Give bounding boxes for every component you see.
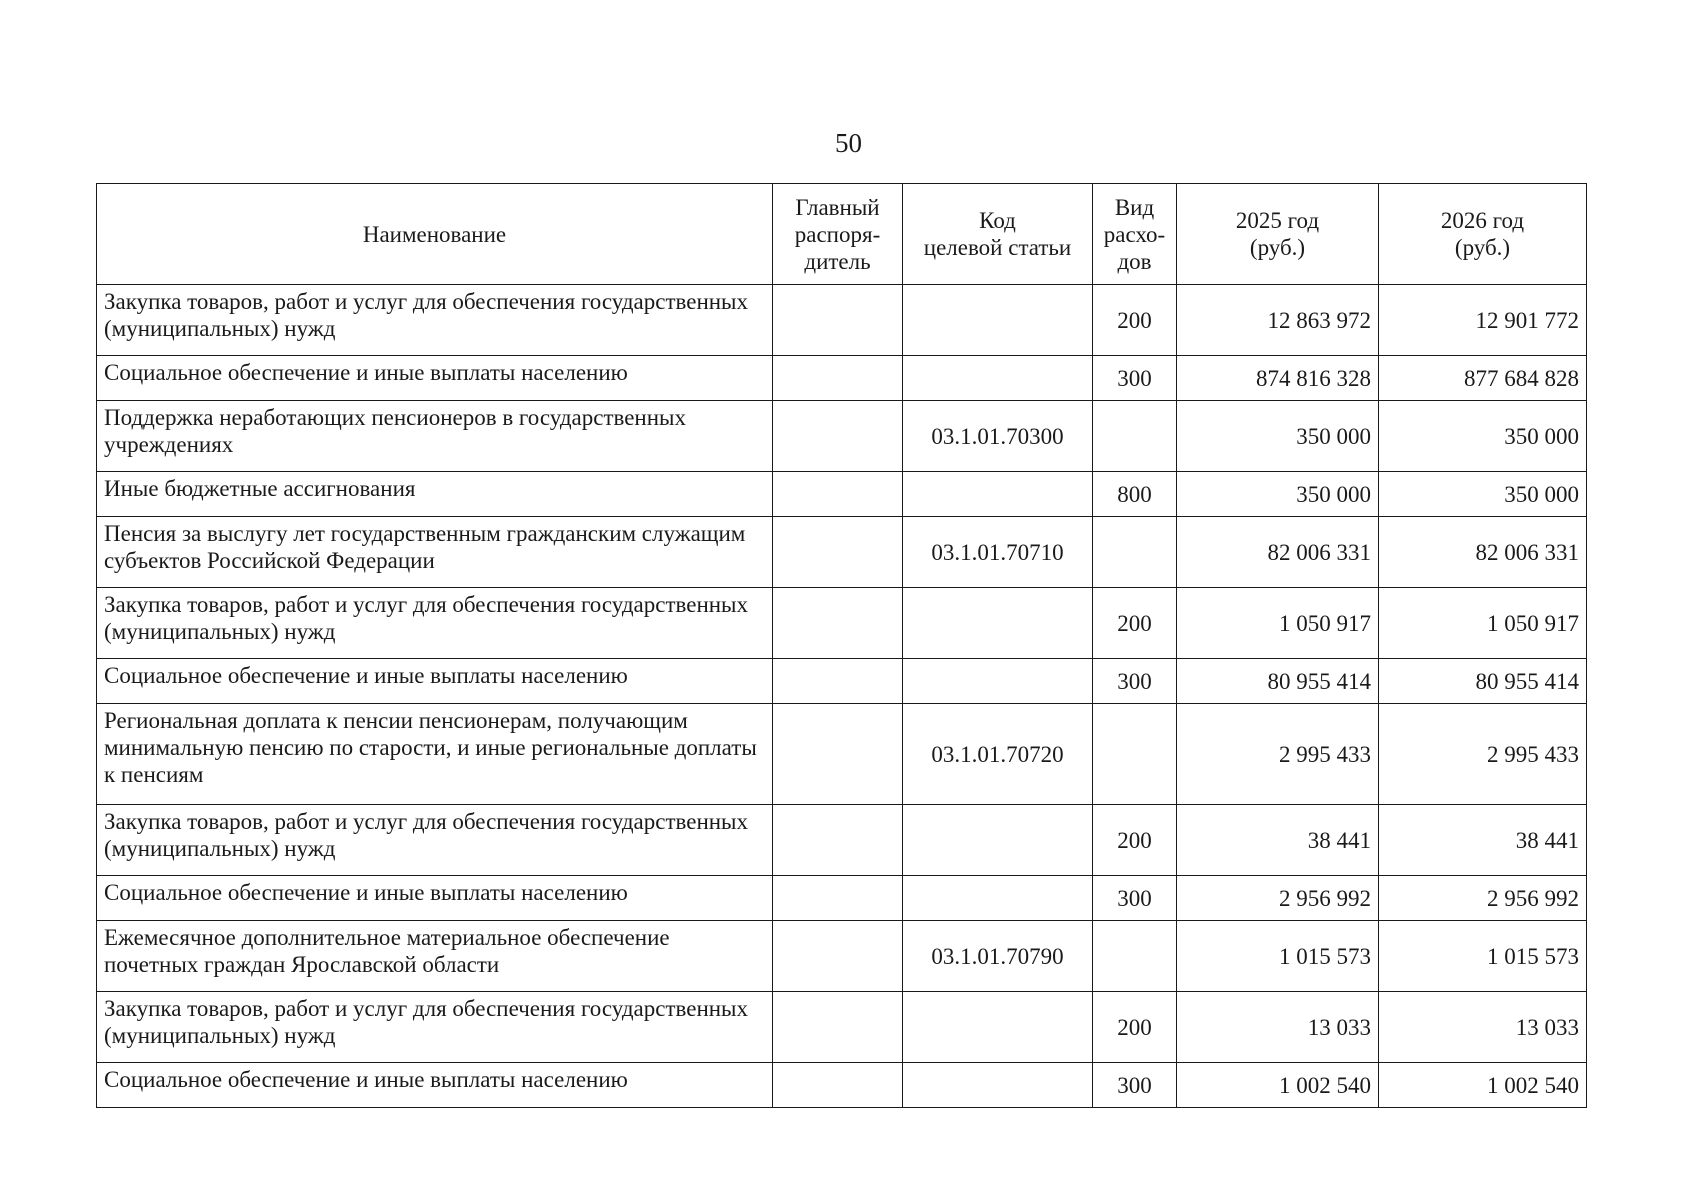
cell-year-2026: 82 006 331: [1379, 517, 1587, 588]
cell-target-code: 03.1.01.70300: [903, 401, 1093, 472]
cell-year-2025: 1 050 917: [1177, 588, 1379, 659]
cell-name: Поддержка неработающих пенсионеров в государственных учреждениях: [97, 401, 773, 472]
table-row: [97, 285, 1587, 356]
cell-year-2026: 1 002 540: [1379, 1063, 1587, 1108]
cell-name: Закупка товаров, работ и услуг для обеспечения государственных (муниципальных) нужд: [97, 805, 773, 876]
cell-year-2026: 350 000: [1379, 401, 1587, 472]
table-row: [97, 876, 1587, 921]
cell-main-manager: [773, 992, 903, 1063]
table-row: [97, 401, 1587, 472]
cell-name: Социальное обеспечение и иные выплаты населению: [97, 356, 773, 401]
cell-year-2026: 2 956 992: [1379, 876, 1587, 921]
cell-year-2025: 2 995 433: [1177, 704, 1379, 805]
cell-main-manager: [773, 401, 903, 472]
cell-main-manager: [773, 805, 903, 876]
cell-target-code: 03.1.01.70720: [903, 704, 1093, 805]
cell-name: Социальное обеспечение и иные выплаты населению: [97, 1063, 773, 1108]
cell-year-2026: 12 901 772: [1379, 285, 1587, 356]
header-main-manager: Главный распоря- дитель: [773, 184, 903, 285]
cell-target-code: [903, 588, 1093, 659]
cell-name: Социальное обеспечение и иные выплаты населению: [97, 876, 773, 921]
cell-expense-type: 300: [1093, 876, 1177, 921]
table-row: [97, 992, 1587, 1063]
cell-year-2025: 82 006 331: [1177, 517, 1379, 588]
cell-target-code: [903, 285, 1093, 356]
header-target-code: Код целевой статьи: [903, 184, 1093, 285]
header-year-2025: 2025 год (руб.): [1177, 184, 1379, 285]
cell-target-code: [903, 659, 1093, 704]
cell-year-2026: 2 995 433: [1379, 704, 1587, 805]
cell-expense-type: 300: [1093, 1063, 1177, 1108]
cell-year-2026: 80 955 414: [1379, 659, 1587, 704]
cell-name: Пенсия за выслугу лет государственным гражданским служащим субъектов Российской Федерации: [97, 517, 773, 588]
cell-year-2025: 13 033: [1177, 992, 1379, 1063]
cell-target-code: [903, 472, 1093, 517]
header-expense-type: Вид расхо- дов: [1093, 184, 1177, 285]
cell-main-manager: [773, 659, 903, 704]
cell-main-manager: [773, 588, 903, 659]
table-row: [97, 704, 1587, 805]
table-row: [97, 588, 1587, 659]
cell-year-2025: 1 002 540: [1177, 1063, 1379, 1108]
cell-main-manager: [773, 876, 903, 921]
table-row: [97, 921, 1587, 992]
cell-year-2025: 12 863 972: [1177, 285, 1379, 356]
cell-year-2025: 350 000: [1177, 401, 1379, 472]
cell-year-2026: 38 441: [1379, 805, 1587, 876]
cell-main-manager: [773, 704, 903, 805]
cell-main-manager: [773, 517, 903, 588]
cell-year-2026: 350 000: [1379, 472, 1587, 517]
cell-target-code: [903, 805, 1093, 876]
cell-target-code: [903, 992, 1093, 1063]
cell-expense-type: [1093, 401, 1177, 472]
cell-year-2025: 1 015 573: [1177, 921, 1379, 992]
cell-expense-type: [1093, 921, 1177, 992]
cell-target-code: [903, 876, 1093, 921]
cell-year-2025: 874 816 328: [1177, 356, 1379, 401]
cell-expense-type: 300: [1093, 356, 1177, 401]
cell-target-code: [903, 356, 1093, 401]
table-header-row: [97, 184, 1587, 285]
cell-target-code: 03.1.01.70790: [903, 921, 1093, 992]
cell-name: Закупка товаров, работ и услуг для обеспечения государственных (муниципальных) нужд: [97, 588, 773, 659]
cell-expense-type: [1093, 704, 1177, 805]
cell-target-code: 03.1.01.70710: [903, 517, 1093, 588]
cell-year-2026: 1 050 917: [1379, 588, 1587, 659]
cell-expense-type: 200: [1093, 588, 1177, 659]
table-row: [97, 517, 1587, 588]
cell-expense-type: 800: [1093, 472, 1177, 517]
table-row: [97, 472, 1587, 517]
cell-name: Закупка товаров, работ и услуг для обеспечения государственных (муниципальных) нужд: [97, 992, 773, 1063]
table-row: [97, 805, 1587, 876]
header-year-2026: 2026 год (руб.): [1379, 184, 1587, 285]
cell-year-2025: 2 956 992: [1177, 876, 1379, 921]
cell-expense-type: 300: [1093, 659, 1177, 704]
table-row: [97, 356, 1587, 401]
page-number: 50: [835, 128, 862, 158]
cell-year-2026: 1 015 573: [1379, 921, 1587, 992]
cell-main-manager: [773, 921, 903, 992]
cell-year-2025: 80 955 414: [1177, 659, 1379, 704]
cell-name: Иные бюджетные ассигнования: [97, 472, 773, 517]
table-row: [97, 1063, 1587, 1108]
cell-year-2026: 13 033: [1379, 992, 1587, 1063]
cell-name: Социальное обеспечение и иные выплаты населению: [97, 659, 773, 704]
table-row: [97, 659, 1587, 704]
cell-year-2026: 877 684 828: [1379, 356, 1587, 401]
budget-table: [96, 183, 1587, 1108]
cell-name: Ежемесячное дополнительное материальное обеспечение почетных граждан Ярославской области: [97, 921, 773, 992]
cell-year-2025: 38 441: [1177, 805, 1379, 876]
cell-name: Региональная доплата к пенсии пенсионерам, получающим минимальную пенсию по старости, и иные региональные доплаты к пенсиям: [97, 704, 773, 805]
cell-expense-type: 200: [1093, 992, 1177, 1063]
cell-year-2025: 350 000: [1177, 472, 1379, 517]
cell-expense-type: 200: [1093, 285, 1177, 356]
cell-name: Закупка товаров, работ и услуг для обеспечения государственных (муниципальных) нужд: [97, 285, 773, 356]
header-name: Наименование: [97, 184, 773, 285]
cell-main-manager: [773, 356, 903, 401]
cell-target-code: [903, 1063, 1093, 1108]
cell-main-manager: [773, 285, 903, 356]
cell-main-manager: [773, 1063, 903, 1108]
cell-main-manager: [773, 472, 903, 517]
cell-expense-type: [1093, 517, 1177, 588]
cell-expense-type: 200: [1093, 805, 1177, 876]
